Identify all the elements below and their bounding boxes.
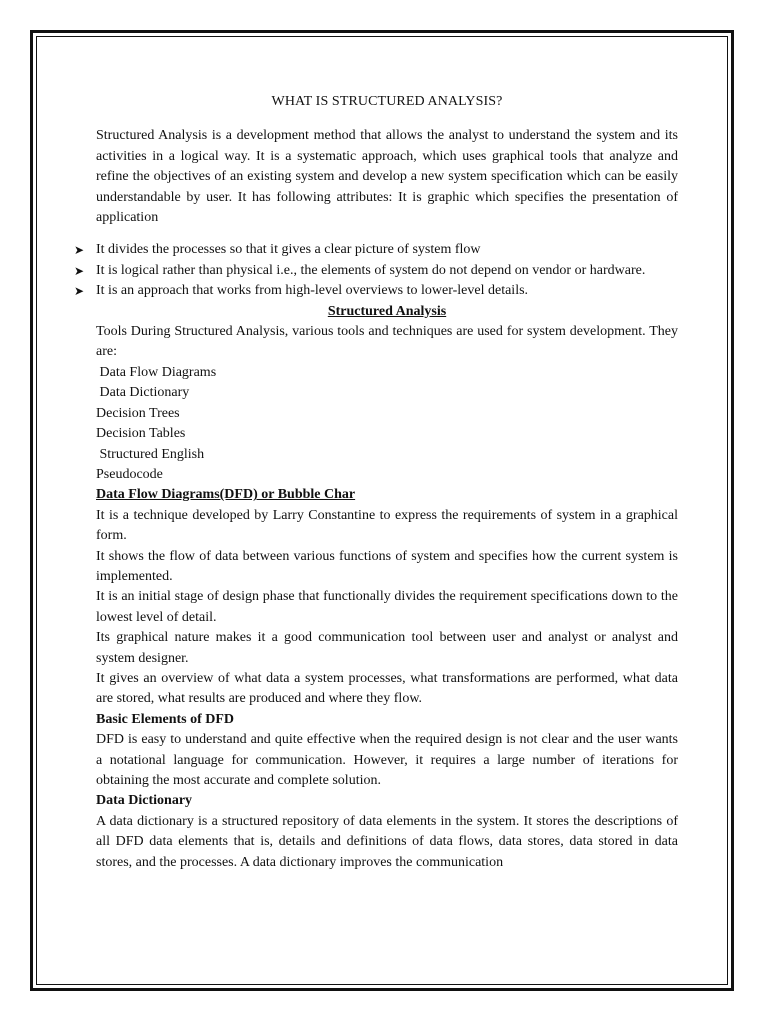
- dfd-paragraph: Its graphical nature makes it a good communication tool between user and analyst or analyst and system designer.: [96, 630, 678, 666]
- dfd-paragraph: It shows the flow of data between various functions of system and specifies how the current system is implemented.: [96, 548, 678, 584]
- list-item: Decision Tables: [96, 426, 186, 442]
- list-item: [74, 281, 678, 301]
- document-title: WHAT IS STRUCTURED ANALYSIS?: [271, 94, 503, 109]
- document-body: [74, 92, 678, 873]
- list-item: [74, 240, 678, 260]
- tools-intro-paragraph: Tools During Structured Analysis, various tools and techniques are used for system development. They are:: [96, 324, 678, 360]
- list-item: [74, 261, 678, 281]
- data-dictionary-heading: Data Dictionary: [96, 793, 193, 809]
- list-item: Data Flow Diagrams: [96, 364, 217, 380]
- list-item-text: It divides the processes so that it gives a clear picture of system flow: [96, 242, 481, 258]
- list-item: Pseudocode: [96, 466, 163, 482]
- basic-elements-heading: Basic Elements of DFD: [96, 711, 235, 727]
- basic-elements-paragraph: DFD is easy to understand and quite effective when the required design is not clear and the user wants a notational language for communication. However, it requires a large number of iterations for obtaining the most accurate and complete solution.: [96, 732, 678, 788]
- list-item-text: It is an approach that works from high-level overviews to lower-level details.: [96, 283, 529, 299]
- data-dictionary-paragraph: A data dictionary is a structured repository of data elements in the system. It stores the descriptions of all DFD data elements that is, details and definitions of data flows, data stores, data stored in data stores, and the processes. A data dictionary improves the communication: [96, 813, 678, 870]
- dfd-paragraph: It is an initial stage of design phase that functionally divides the requirement specifications down to the lowest level of detail.: [96, 589, 678, 625]
- structured-analysis-heading: Structured Analysis: [327, 303, 447, 319]
- dfd-paragraph: It is a technique developed by Larry Constantine to express the requirements of system in a graphical form.: [96, 507, 678, 544]
- dfd-heading: Data Flow Diagrams(DFD) or Bubble Char: [96, 487, 356, 503]
- dfd-paragraph: It gives an overview of what data a system processes, what transformations are performed, what data are stored, what results are produced and where they flow.: [96, 670, 678, 707]
- arrow-bullet-icon: ➤: [74, 243, 85, 258]
- arrow-bullet-icon: ➤: [74, 263, 85, 278]
- list-item: Structured English: [96, 446, 205, 462]
- list-item: Decision Trees: [96, 405, 180, 421]
- intro-paragraph: Structured Analysis is a development method that allows the analyst to understand the system and its activities in a logical way. It is a systematic approach, which uses graphical tools that analyze and refine the objectives of an existing system and develop a new system specification which can be easily understandable by user. It has following attributes: It is graphic which specifies the presentation of application: [96, 128, 678, 226]
- list-item-text: It is logical rather than physical i.e., the elements of system do not depend on vendor or hardware.: [96, 262, 646, 278]
- arrow-bullet-icon: ➤: [74, 284, 85, 299]
- attribute-list: [74, 240, 678, 301]
- list-item: Data Dictionary: [96, 385, 190, 401]
- tools-list: [96, 363, 678, 485]
